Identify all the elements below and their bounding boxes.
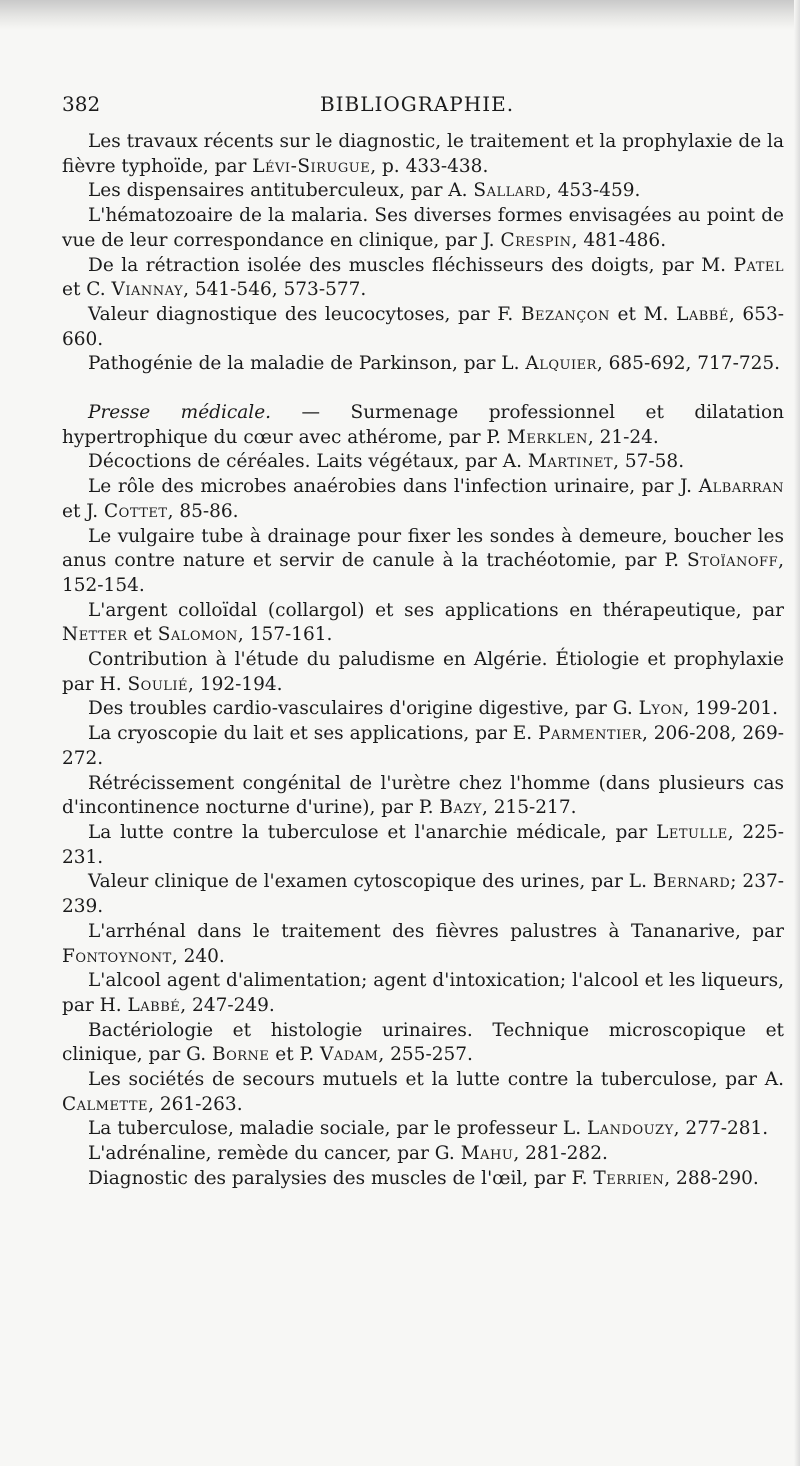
bibliography-entry bbox=[62, 1019, 784, 1068]
bibliography-entry bbox=[62, 130, 784, 179]
journal-name: Presse médicale. bbox=[88, 402, 272, 424]
entry-pages: , 206-208, 269-272. bbox=[62, 723, 784, 769]
bibliography-entry bbox=[62, 525, 784, 599]
page-fold bbox=[794, 0, 800, 1466]
bibliography-entry bbox=[62, 1142, 784, 1167]
entry-title: Rétrécissement congénital de l'urètre chez l'homme (dans plusieurs cas d'incontinence nocturne d'urine), par P. bbox=[62, 772, 784, 819]
entry-title: Décoctions de céréales. Laits végétaux, par A. bbox=[88, 451, 528, 473]
entry-conjunction: et bbox=[127, 624, 158, 646]
entry-title: L'argent colloïdal (collargol) et ses applications en thérapeutique, par bbox=[88, 599, 784, 621]
entry-author: Stoïanoff bbox=[687, 550, 779, 572]
entry-author: Labbé bbox=[127, 994, 181, 1016]
entry-author: Alquier bbox=[525, 353, 597, 375]
bibliography-entry bbox=[62, 772, 784, 821]
bibliography-entry bbox=[62, 475, 784, 524]
bibliography-entry bbox=[62, 204, 784, 253]
entry-author: Lyon bbox=[638, 698, 684, 720]
entry-author: Landouzy bbox=[586, 1118, 674, 1140]
entry-title: L'arrhénal dans le traitement des fièvres palustres à Tananarive, par bbox=[88, 920, 784, 942]
entry-pages: , 240. bbox=[171, 945, 225, 967]
entry-title: Valeur diagnostique des leucocytoses, par F. bbox=[88, 303, 521, 325]
bibliography-entry bbox=[62, 697, 784, 722]
bibliography-list bbox=[62, 130, 784, 1192]
bibliography-entry bbox=[62, 1117, 784, 1142]
entry-conjunction: et P. bbox=[269, 1044, 320, 1066]
entry-author: Bezançon bbox=[520, 303, 610, 325]
entry-pages: , 277-281. bbox=[673, 1118, 769, 1140]
entry-conjunction: et J. bbox=[62, 500, 105, 522]
entry-author: Sallard bbox=[473, 180, 546, 202]
entry-title: Le vulgaire tube à drainage pour fixer les sondes à demeure, boucher les anus contre nature et servir de canule à la trachéotomie, par P. bbox=[62, 525, 784, 572]
bibliography-entry bbox=[62, 1167, 784, 1192]
entry-pages: , 21-24. bbox=[587, 426, 659, 448]
entry-author: Terrien bbox=[593, 1167, 665, 1189]
entry-title: Les sociétés de secours mutuels et la lutte contre la tuberculose, par A. bbox=[88, 1069, 784, 1091]
entry-author: Crespin bbox=[500, 229, 572, 251]
page-header bbox=[62, 92, 762, 122]
entry-title: Pathogénie de la maladie de Parkinson, par L. bbox=[88, 353, 526, 375]
entry-pages: , 57-58. bbox=[613, 451, 685, 473]
entry-author: Soulié bbox=[127, 673, 189, 695]
entry-author: Viannay bbox=[111, 279, 184, 301]
entry-pages: , 157-161. bbox=[237, 624, 333, 646]
entry-title: Le rôle des microbes anaérobies dans l'infection urinaire, par J. bbox=[88, 476, 699, 498]
entry-conjunction: et C. bbox=[62, 279, 112, 301]
entry-pages: , 192-194. bbox=[188, 673, 283, 695]
bibliography-entry bbox=[62, 920, 784, 969]
entry-title: La tuberculose, maladie sociale, par le professeur L. bbox=[88, 1118, 587, 1140]
entry-title: La cryoscopie du lait et ses applications, par E. bbox=[88, 723, 539, 745]
bibliography-entry bbox=[62, 303, 784, 352]
entry-author: Parmentier bbox=[538, 723, 642, 745]
entry-author: Martinet bbox=[527, 451, 614, 473]
entry-pages: , 255-257. bbox=[378, 1044, 473, 1066]
bibliography-entry bbox=[62, 254, 784, 303]
entry-author: Lévi-Sirugue bbox=[252, 155, 371, 177]
entry-conjunction: et M. bbox=[609, 303, 677, 325]
entry-author: Bazy bbox=[439, 797, 482, 819]
entry-pages: , 85-86. bbox=[167, 500, 239, 522]
entry-author: Fontoynont bbox=[62, 945, 172, 967]
bibliography-entry bbox=[62, 870, 784, 919]
entry-author: Netter bbox=[62, 624, 128, 646]
entry-pages: , 215-217. bbox=[481, 797, 577, 819]
entry-author: Labbé bbox=[676, 303, 729, 325]
entry-author: Vadam bbox=[320, 1044, 379, 1066]
entry-author: Mahu bbox=[460, 1143, 514, 1165]
bibliography-entry bbox=[62, 450, 784, 475]
entry-title: Les travaux récents sur le diagnostic, le traitement et la prophylaxie de la fièvre typhoïde, par bbox=[62, 131, 784, 177]
bibliography-entry bbox=[62, 722, 784, 771]
entry-author: Merklen bbox=[506, 426, 588, 448]
page-number: 382 bbox=[62, 92, 101, 116]
entry-pages: ; 237-239. bbox=[62, 871, 784, 918]
entry-title: Valeur clinique de l'examen cytoscopique des urines, par L. bbox=[88, 871, 653, 893]
entry-pages: , 261-263. bbox=[148, 1093, 243, 1115]
running-title: BIBLIOGRAPHIE. bbox=[319, 92, 515, 116]
entry-author: Salomon bbox=[157, 624, 238, 646]
entry-title: La lutte contre la tuberculose et l'anarchie médicale, par bbox=[88, 821, 657, 843]
entry-author: Patel bbox=[733, 254, 784, 276]
entry-pages: , 152-154. bbox=[62, 550, 784, 596]
entry-author: Bernard bbox=[652, 871, 731, 893]
entry-title: Des troubles cardio-vasculaires d'origine digestive, par G. bbox=[88, 698, 639, 720]
entry-pages: , 247-249. bbox=[180, 994, 275, 1016]
entry-pages: , 199-201. bbox=[683, 698, 779, 720]
entry-title: L'adrénaline, remède du cancer, par G. bbox=[88, 1143, 461, 1165]
entry-pages: , 453-459. bbox=[545, 180, 641, 202]
entry-title: Bactériologie et histologie urinaires. Technique microscopique et clinique, par G. bbox=[62, 1019, 784, 1066]
entry-pages: , 225-231. bbox=[62, 821, 784, 868]
bibliography-entry bbox=[62, 401, 784, 450]
entry-author: Cottet bbox=[104, 500, 168, 522]
entry-pages: , 541-546, 573-577. bbox=[183, 279, 367, 301]
entry-author: Albarran bbox=[698, 476, 784, 498]
bibliography-entry bbox=[62, 352, 784, 377]
entry-pages: , p. 433-438. bbox=[370, 155, 489, 177]
entry-title: Contribution à l'étude du paludisme en Algérie. Étiologie et prophylaxie par H. bbox=[62, 649, 784, 695]
entry-pages: , 685-692, 717-725. bbox=[596, 353, 781, 375]
entry-pages: , 481-486. bbox=[571, 229, 667, 251]
entry-title: L'alcool agent d'alimentation; agent d'intoxication; l'alcool et les liqueurs, par H. bbox=[62, 970, 784, 1016]
entry-title: Les dispensaires antituberculeux, par A. bbox=[88, 180, 474, 202]
bibliography-entry bbox=[62, 179, 784, 204]
scan-edge bbox=[0, 0, 800, 30]
entry-pages: , 281-282. bbox=[513, 1143, 608, 1165]
entry-title: — Surmenage professionnel et dilatation hypertrophique du cœur avec athérome, par P. bbox=[62, 402, 784, 448]
entry-author: Borne bbox=[211, 1044, 270, 1066]
bibliography-entry bbox=[62, 1068, 784, 1117]
entry-author: Calmette bbox=[62, 1093, 149, 1115]
bibliography-entry bbox=[62, 969, 784, 1018]
entry-title: Diagnostic des paralysies des muscles de l'œil, par F. bbox=[88, 1167, 594, 1189]
entry-pages: , 653-660. bbox=[62, 303, 784, 350]
bibliography-entry bbox=[62, 648, 784, 697]
entry-title: L'hématozoaire de la malaria. Ses diverses formes envisagées au point de vue de leur correspondance en clinique, par J. bbox=[62, 205, 784, 251]
entry-pages: , 288-290. bbox=[664, 1167, 759, 1189]
bibliography-entry bbox=[62, 821, 784, 870]
entry-author: Letulle bbox=[656, 821, 728, 843]
entry-title: De la rétraction isolée des muscles fléchisseurs des doigts, par M. bbox=[88, 254, 734, 276]
bibliography-entry bbox=[62, 599, 784, 648]
